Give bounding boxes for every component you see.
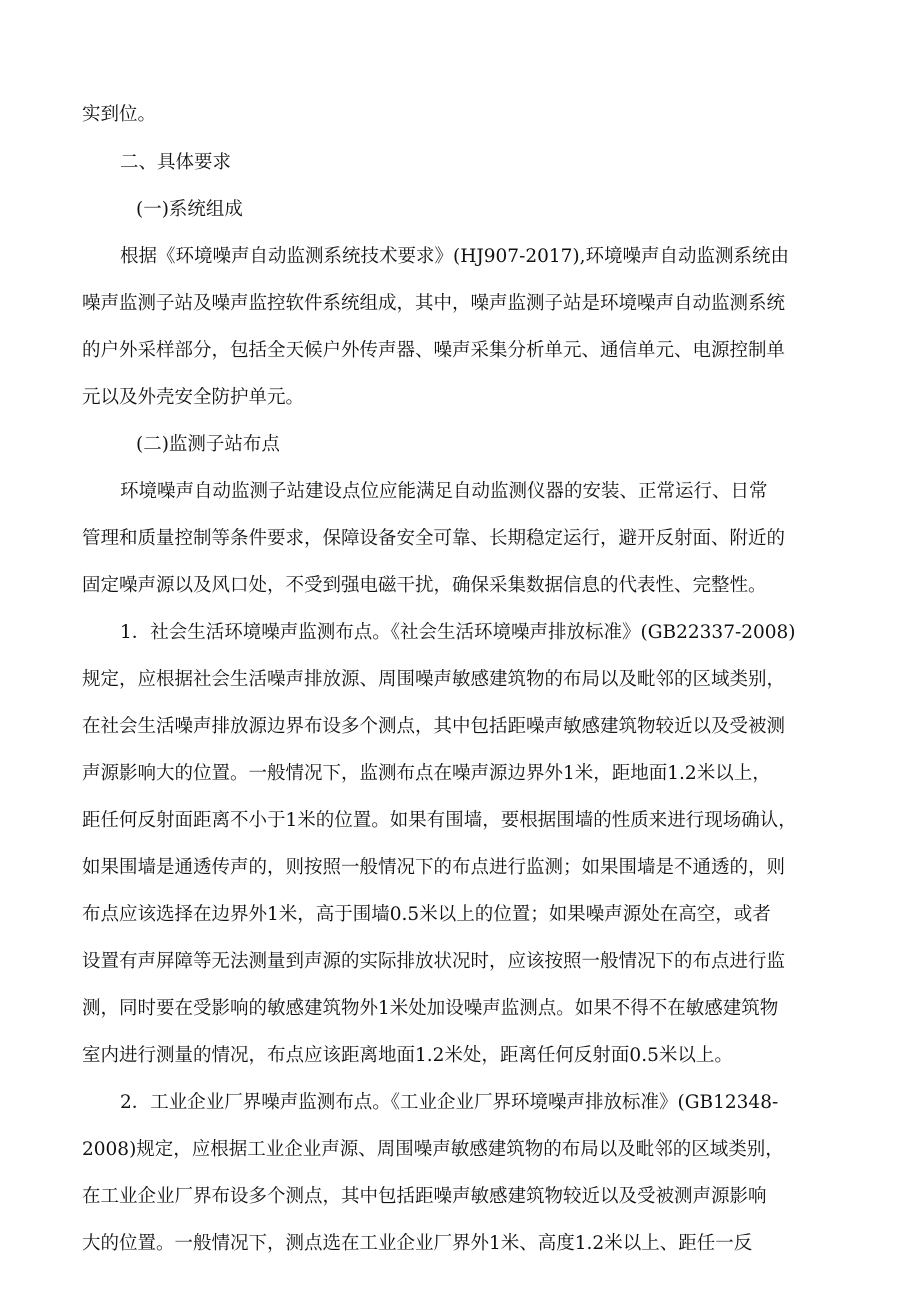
text-line: 2008)规定，应根据工业企业声源、周围噪声敏感建筑物的布局以及毗邻的区域类别，	[82, 1139, 784, 1160]
text-line: 根据《环境噪声自动监测系统技术要求》(HJ907-2017),环境噪声自动监测系统由	[120, 246, 790, 267]
text-line: 在社会生活噪声排放源边界布设多个测点，其中包括距噪声敏感建筑物较近以及受被测	[82, 716, 786, 737]
subsection-heading: (二)监测子站布点	[136, 434, 280, 455]
subsection-heading: (一)系统组成	[136, 199, 243, 220]
text-line: 环境噪声自动监测子站建设点位应能满足自动监测仪器的安装、正常运行、日常	[120, 481, 768, 502]
text-line: 实到位。	[82, 104, 157, 125]
text-line: 大的位置。一般情况下，测点选在工业企业厂界外1米、高度1.2米以上、距任一反	[82, 1233, 753, 1254]
text-line: 如果围墙是通透传声的，则按照一般情况下的布点进行监测；如果围墙是不通透的，则	[82, 857, 786, 878]
text-line: 的户外采样部分，包括全天候户外传声器、噪声采集分析单元、通信单元、电源控制单	[82, 340, 786, 361]
text-line: 布点应该选择在边界外1米，高于围墙0.5米以上的位置；如果噪声源处在高空，或者	[82, 904, 771, 925]
text-line: 在工业企业厂界布设多个测点，其中包括距噪声敏感建筑物较近以及受被测声源影响	[82, 1186, 767, 1207]
text-line: 测，同时要在受影响的敏感建筑物外1米处加设噪声监测点。如果不得不在敏感建筑物	[82, 998, 779, 1019]
text-line: 固定噪声源以及风口处，不受到强电磁干扰，确保采集数据信息的代表性、完整性。	[82, 575, 767, 596]
text-line: 2．工业企业厂界噪声监测布点。《工业企业厂界环境噪声排放标准》(GB12348-	[120, 1092, 779, 1113]
text-line: 室内进行测量的情况，布点应该距离地面1.2米处，距离任何反射面0.5米以上。	[82, 1045, 733, 1066]
text-line: 1．社会生活环境噪声监测布点。《社会生活环境噪声排放标准》(GB22337-2008)	[120, 622, 796, 643]
section-heading: 二、具体要求	[120, 152, 232, 173]
text-line: 元以及外壳安全防护单元。	[82, 387, 305, 408]
text-line: 设置有声屏障等无法测量到声源的实际排放状况时，应该按照一般情况下的布点进行监	[82, 951, 786, 972]
text-line: 声源影响大的位置。一般情况下，监测布点在噪声源边界外1米，距地面1.2米以上，	[82, 763, 771, 784]
text-line: 距任何反射面距离不小于1米的位置。如果有围墙，要根据围墙的性质来进行现场确认，	[82, 810, 797, 831]
text-line: 管理和质量控制等条件要求，保障设备安全可靠、长期稳定运行，避开反射面、附近的	[82, 528, 786, 549]
text-line: 噪声监测子站及噪声监控软件系统组成，其中，噪声监测子站是环境噪声自动监测系统	[82, 293, 786, 314]
text-line: 规定，应根据社会生活噪声排放源、周围噪声敏感建筑物的布局以及毗邻的区域类别，	[82, 669, 786, 690]
